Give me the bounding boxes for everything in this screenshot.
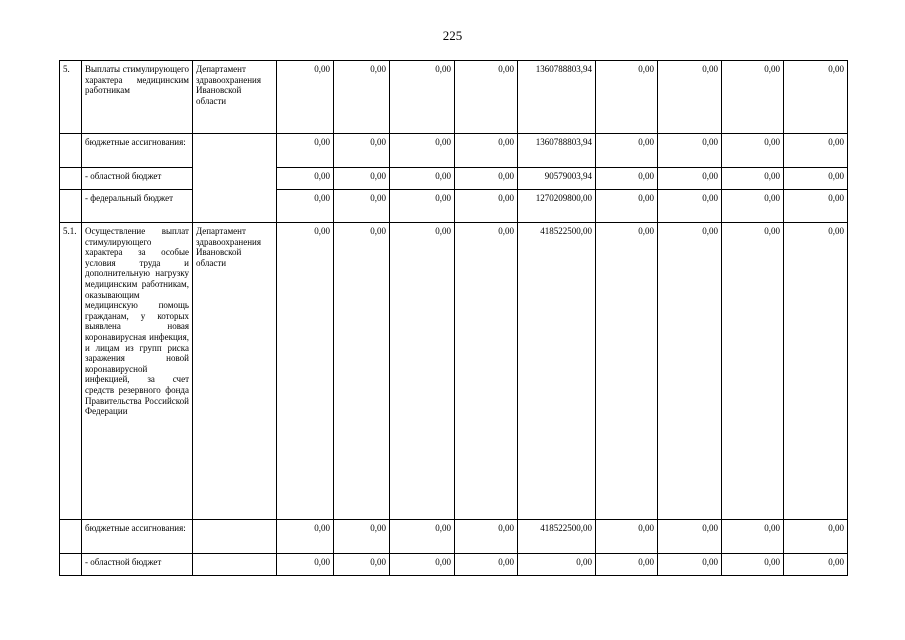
value-cell: 0,00 [455,61,518,134]
row-index: 5.1. [60,223,82,520]
page-number: 225 [442,28,463,43]
value-cell: 0,00 [455,554,518,576]
value-cell: 0,00 [277,134,334,168]
value-cell: 0,00 [784,134,848,168]
row-name: Выплаты стимулирующего характера медицинским работникам [82,61,193,134]
budget-table-body [60,61,848,576]
value-cell: 1360788803,94 [518,134,596,168]
value-cell: 0,00 [390,520,455,554]
value-cell: 0,00 [518,554,596,576]
value-cell: 0,00 [596,134,658,168]
value-cell: 0,00 [596,520,658,554]
value-cell: 0,00 [658,223,722,520]
value-cell: 0,00 [596,190,658,223]
value-cell: 0,00 [277,520,334,554]
value-cell: 0,00 [784,168,848,190]
row-index [60,134,82,168]
value-cell: 0,00 [658,61,722,134]
table-row [60,223,848,520]
value-cell: 0,00 [455,223,518,520]
row-dept: Департамент здравоохранения Ивановской области [193,223,277,520]
value-cell: 418522500,00 [518,223,596,520]
value-cell: 0,00 [334,520,390,554]
row-index [60,168,82,190]
value-cell: 0,00 [334,554,390,576]
row-dept [193,134,277,223]
value-cell: 0,00 [390,223,455,520]
value-cell: 0,00 [277,168,334,190]
value-cell: 0,00 [722,168,784,190]
value-cell: 90579003,94 [518,168,596,190]
value-cell: 1270209800,00 [518,190,596,223]
row-name: - федеральный бюджет [82,190,193,223]
value-cell: 0,00 [596,554,658,576]
value-cell: 418522500,00 [518,520,596,554]
value-cell: 0,00 [658,168,722,190]
row-name: - областной бюджет [82,168,193,190]
value-cell: 0,00 [277,554,334,576]
value-cell: 0,00 [658,520,722,554]
value-cell: 0,00 [277,61,334,134]
value-cell: 0,00 [277,223,334,520]
value-cell: 0,00 [784,190,848,223]
table-row [60,190,848,223]
table-row [60,520,848,554]
value-cell: 0,00 [390,134,455,168]
value-cell: 0,00 [722,223,784,520]
row-index [60,190,82,223]
value-cell: 0,00 [722,554,784,576]
value-cell: 0,00 [455,520,518,554]
value-cell: 0,00 [334,61,390,134]
value-cell: 0,00 [784,554,848,576]
value-cell: 0,00 [334,168,390,190]
value-cell: 0,00 [334,134,390,168]
value-cell: 0,00 [722,190,784,223]
value-cell: 0,00 [658,190,722,223]
row-name: Осуществление выплат стимулирующего характера за особые условия труда и дополнительную нагрузку медицинским работникам, оказывающим медицинскую помощь гражданам, у которых выявлена новая коронавирусная инфекция, и лицам из групп риска заражения новой коронавирусной инфекцией, за счет средств резервного фонда Правительства Российской Федерации [82,223,193,520]
row-index [60,554,82,576]
row-index: 5. [60,61,82,134]
value-cell: 0,00 [455,168,518,190]
value-cell: 0,00 [722,520,784,554]
value-cell: 0,00 [334,190,390,223]
value-cell: 0,00 [455,134,518,168]
table-row [60,134,848,168]
budget-table [59,60,848,576]
value-cell: 0,00 [596,61,658,134]
value-cell: 0,00 [455,190,518,223]
value-cell: 0,00 [722,134,784,168]
table-row [60,554,848,576]
row-name: бюджетные ассигнования: [82,520,193,554]
value-cell: 0,00 [658,554,722,576]
value-cell: 0,00 [722,61,784,134]
value-cell: 0,00 [390,190,455,223]
value-cell: 0,00 [277,190,334,223]
value-cell: 0,00 [390,554,455,576]
value-cell: 0,00 [596,223,658,520]
table-row [60,61,848,134]
value-cell: 0,00 [334,223,390,520]
table-row [60,168,848,190]
value-cell: 0,00 [390,61,455,134]
row-dept [193,520,277,554]
value-cell: 0,00 [784,61,848,134]
row-index [60,520,82,554]
value-cell: 0,00 [596,168,658,190]
value-cell: 0,00 [784,520,848,554]
row-name: - областной бюджет [82,554,193,576]
value-cell: 0,00 [658,134,722,168]
row-dept [193,554,277,576]
value-cell: 0,00 [390,168,455,190]
row-name: бюджетные ассигнования: [82,134,193,168]
row-dept: Департамент здравоохранения Ивановской области [193,61,277,134]
value-cell: 0,00 [784,223,848,520]
value-cell: 1360788803,94 [518,61,596,134]
